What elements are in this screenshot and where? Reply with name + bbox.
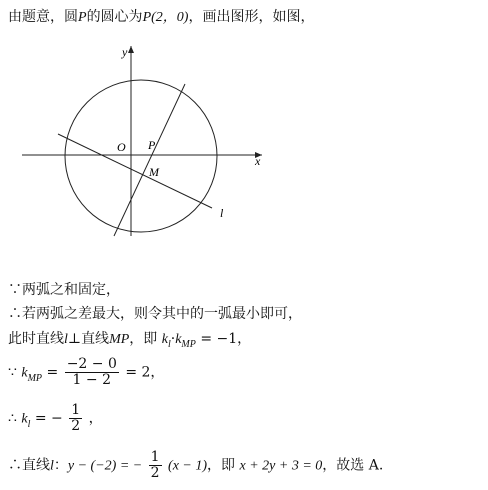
intro-line: 由题意，圆P的圆心为P(2，0)，画出图形，如图， bbox=[8, 9, 315, 25]
point-m-label: M bbox=[149, 165, 159, 179]
y-axis-label: y bbox=[122, 45, 128, 59]
line-4: ∵ $k_{MP}$ = $\frac{-2 - 0}{1 - 2}$ = 2， bbox=[8, 356, 165, 388]
line-l bbox=[58, 134, 212, 208]
x-axis-label: x bbox=[255, 154, 261, 168]
line-l-label: l bbox=[220, 206, 224, 220]
fraction-kl: $\frac{1}{2}$ bbox=[71, 402, 81, 434]
circle-p bbox=[65, 80, 217, 232]
origin-label: O bbox=[117, 140, 126, 154]
line-mp bbox=[114, 84, 185, 236]
circle-diagram bbox=[0, 40, 488, 290]
line-5: ∴ $k_l$ = − $\frac{1}{2}$ ， bbox=[8, 402, 103, 434]
line-6: ∴直线l：y − (−2) = − $\frac{1}{2}$ (x − 1)，即 x + 2y + 3 = 0，故选 A. bbox=[8, 449, 384, 481]
fraction-line: $\frac{1}{2}$ bbox=[150, 449, 160, 481]
y-axis-arrow bbox=[128, 46, 134, 53]
line-2: ∴若两弧之差最大，则令其中的一弧最小即可， bbox=[8, 306, 302, 322]
line-3: 此时直线l⊥直线MP，即 $k_l\cdot k_{MP} = -1$， bbox=[8, 331, 252, 350]
point-p-label: P bbox=[148, 138, 156, 152]
line-1: ∵两弧之和固定， bbox=[8, 282, 120, 298]
fraction-kmp: $\frac{-2 - 0}{1 - 2}$ bbox=[66, 356, 117, 388]
